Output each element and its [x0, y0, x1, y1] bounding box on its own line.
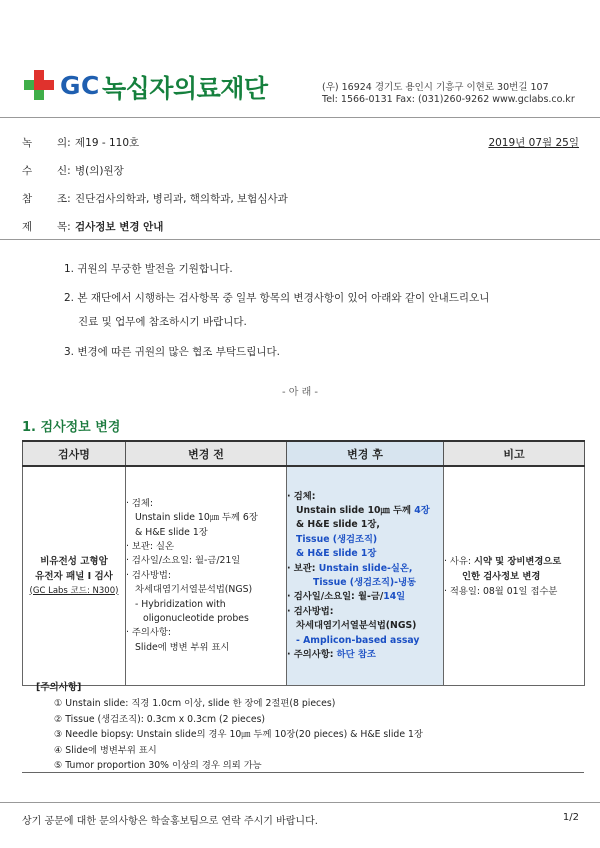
after-line: Tissue (생검조직)	[296, 533, 378, 545]
before-line: · 보관: 실온	[126, 540, 174, 552]
section-title: 1. 검사정보 변경	[22, 420, 121, 435]
contact-info: Tel: 1566-0131 Fax: (031)260-9262 www.gclabs.co.kr	[322, 94, 575, 105]
change-table	[22, 440, 585, 686]
after-text: · 보관:	[287, 562, 319, 574]
list-item: ⑤ Tumor proportion 30% 이상의 경우 의뢰 가능	[54, 760, 262, 771]
subject: 검사정보 변경 안내	[75, 221, 164, 233]
test-name-cell	[23, 466, 126, 686]
subject-label-b: 목:	[57, 221, 71, 233]
header-rule	[0, 117, 600, 118]
footer-note: 상기 공문에 대한 문의사항은 학술홍보팀으로 연락 주시기 바랍니다.	[22, 816, 318, 827]
gc-cross-logo-icon	[22, 68, 56, 102]
paragraph-2a: 2. 본 재단에서 시행하는 검사항목 중 일부 항목의 변경사항이 있어 아래와 같이 안내드리오니	[64, 292, 490, 304]
test-name-2: 유전자 패널 I 검사	[35, 570, 113, 582]
reference: 진단검사의학과, 병리과, 핵의학과, 보험심사과	[75, 193, 288, 205]
after-change: Unstain slide-실온,	[318, 562, 413, 574]
before-line: oligonucleotide probes	[143, 613, 249, 625]
paragraph-3: 3. 변경에 따른 귀원의 많은 협조 부탁드립니다.	[64, 346, 280, 358]
col-header-after: 변경 후	[287, 441, 444, 466]
page-number: 1/2	[562, 812, 579, 823]
notes-box	[22, 674, 584, 773]
remarks-text: 시약 및 장비변경으로	[473, 555, 562, 567]
remarks-label: · 사유:	[444, 555, 474, 567]
after-line: 차세대염기서열분석법(NGS)	[296, 620, 417, 632]
notes-list	[54, 696, 423, 774]
before-line: Unstain slide 10㎛ 두께 6장	[135, 512, 258, 524]
doc-number: 제19 - 110호	[75, 137, 140, 149]
table-header-row	[23, 441, 585, 466]
recipient: 병(의)원장	[75, 165, 124, 177]
after-line: Tissue (생검조직)-냉동	[313, 577, 416, 588]
after-change: 4장	[414, 504, 430, 516]
before-line: · 검사방법:	[126, 569, 171, 581]
paragraph-2b: 진료 및 업무에 참조하시기 바랍니다.	[78, 316, 247, 328]
brand-name: 녹십자의료재단	[102, 74, 268, 103]
before-line: Slide에 병변 부위 표시	[135, 641, 230, 653]
after-line: & H&E slide 1장,	[296, 519, 380, 531]
after-line	[287, 562, 443, 576]
footer-rule	[0, 802, 600, 803]
col-header-before: 변경 전	[126, 441, 287, 466]
after-cell	[287, 466, 444, 686]
test-code: (GC Labs 코드: N300)	[29, 585, 119, 596]
after-line: - Amplicon-based assay	[296, 634, 420, 646]
table-row	[23, 466, 585, 686]
subject-label-a: 제	[22, 221, 33, 233]
before-line: 차세대염기서열분석법(NGS)	[135, 584, 253, 596]
before-line: - Hybridization with	[135, 598, 226, 610]
remarks-line: 인한 검사정보 변경	[462, 570, 541, 582]
doc-number-label-a: 녹	[22, 137, 33, 149]
before-line: & H&E slide 1장	[135, 526, 208, 538]
list-item: ③ Needle biopsy: Unstain slide의 경우 10㎛ 두께 10장(20 pieces) & H&E slide 1장	[54, 729, 423, 740]
below-heading: - 아 래 -	[281, 387, 319, 398]
before-line: · 검사일/소요일: 월-금/21일	[126, 555, 241, 567]
list-item: ② Tissue (생검조직): 0.3cm x 0.3cm (2 pieces)	[54, 713, 266, 725]
doc-number-label-b: 의:	[57, 137, 71, 149]
after-change: 하단 참조	[336, 649, 376, 661]
after-line	[287, 648, 443, 662]
after-text: Unstain slide 10㎛ 두께	[296, 504, 415, 516]
reference-label-b: 조:	[57, 193, 71, 205]
before-line: · 주의사항:	[126, 627, 171, 639]
col-header-test-name: 검사명	[23, 441, 126, 466]
list-item: ① Unstain slide: 직경 1.0cm 이상, slide 한 장에 2절편(8 pieces)	[54, 698, 336, 709]
after-line: & H&E slide 1장	[296, 548, 377, 560]
after-change: 14일	[383, 591, 406, 603]
test-name-1: 비유전성 고형암	[40, 555, 108, 567]
recipient-label-a: 수	[22, 165, 33, 177]
after-line	[287, 590, 443, 604]
remarks-cell	[444, 466, 585, 686]
remarks-line: · 적용일: 08월 01일 접수분	[444, 585, 558, 597]
after-line: · 검체:	[287, 490, 316, 502]
col-header-remarks: 비고	[444, 441, 585, 466]
after-text: · 검사일/소요일: 월-금/	[287, 591, 384, 603]
paragraph-1: 1. 귀원의 무궁한 발전을 기원합니다.	[64, 263, 233, 275]
doc-date: 2019년 07월 25일	[488, 137, 579, 149]
after-line: · 검사방법:	[287, 605, 334, 617]
after-text: · 주의사항:	[287, 649, 337, 661]
reference-label-a: 참	[22, 193, 33, 205]
brand-gc: GC	[60, 71, 100, 100]
address: (우) 16924 경기도 용인시 기흥구 이현로 30번길 107	[322, 82, 549, 93]
list-item: ④ Slide에 병변부위 표시	[54, 744, 157, 756]
before-line: · 검체:	[126, 497, 154, 509]
recipient-label-b: 신:	[57, 165, 71, 177]
before-cell	[126, 466, 287, 686]
remarks-line	[444, 554, 584, 569]
meta-rule	[0, 239, 600, 240]
after-line	[287, 504, 443, 518]
notes-title: [주의사항]	[36, 682, 82, 693]
